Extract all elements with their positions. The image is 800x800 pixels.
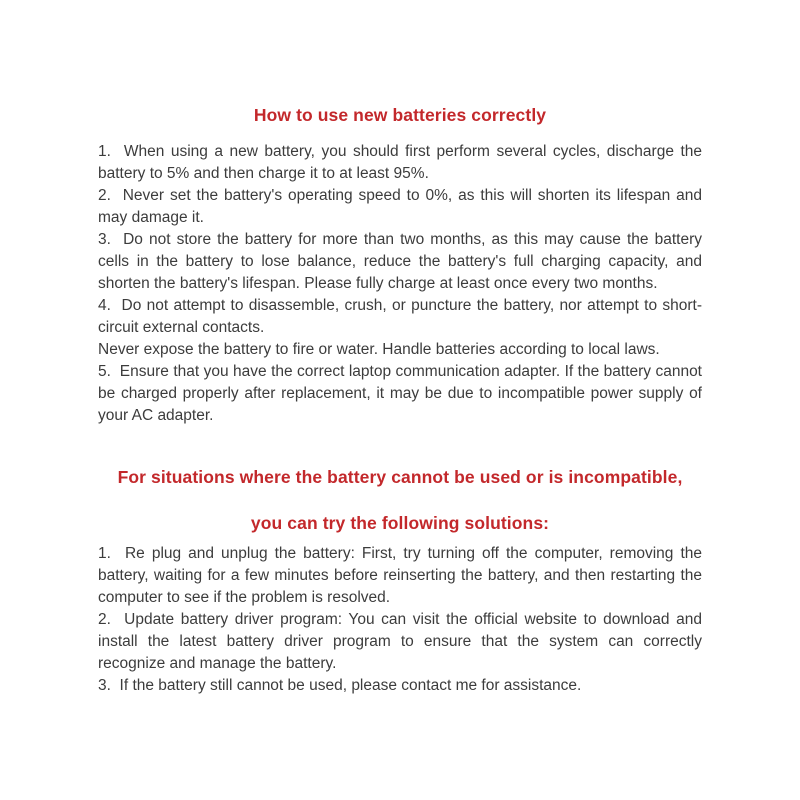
instruction-paragraph: 3. Do not store the battery for more than two months, as this may cause the battery cells in the battery to lose balance, reduce the battery's full charging capacity, and shorten the battery's lifespan. Please fully charge at least once every two months. — [98, 231, 702, 292]
troubleshooting-heading-line2: you can try the following solutions: — [250, 513, 550, 533]
instruction-paragraph: 2. Never set the battery's operating speed to 0%, as this will shorten its lifespan and may damage it. — [98, 187, 702, 226]
instruction-content — [98, 103, 702, 697]
troubleshooting-heading-line1: For situations where the battery cannot be used or is incompatible, — [117, 467, 683, 487]
instruction-paragraph: 4. Do not attempt to disassemble, crush, or puncture the battery, nor attempt to short-circuit external contacts. — [98, 297, 702, 336]
instruction-paragraph: 5. Ensure that you have the correct laptop communication adapter. If the battery cannot be charged properly after replacement, it may be due to incompatible power supply of your AC adapter. — [98, 363, 702, 424]
solution-paragraph: 3. If the battery still cannot be used, please contact me for assistance. — [98, 677, 582, 694]
solution-paragraph: 1. Re plug and unplug the battery: First, try turning off the computer, removing the battery, waiting for a few minutes before reinserting the battery, and then restarting the computer to see if the problem is resolved. — [98, 545, 702, 606]
instruction-paragraph: Never expose the battery to fire or water. Handle batteries according to local laws. — [98, 341, 660, 358]
troubleshooting-solutions-section — [98, 543, 702, 697]
usage-instructions-section — [98, 141, 702, 427]
solution-paragraph: 2. Update battery driver program: You can visit the official website to download and install the latest battery driver program to ensure that the system can correctly recognize and manage the battery. — [98, 611, 702, 672]
instruction-paragraph: 1. When using a new battery, you should first perform several cycles, discharge the battery to 5% and then charge it to at least 95%. — [98, 143, 702, 182]
page-title: How to use new batteries correctly — [253, 105, 547, 125]
